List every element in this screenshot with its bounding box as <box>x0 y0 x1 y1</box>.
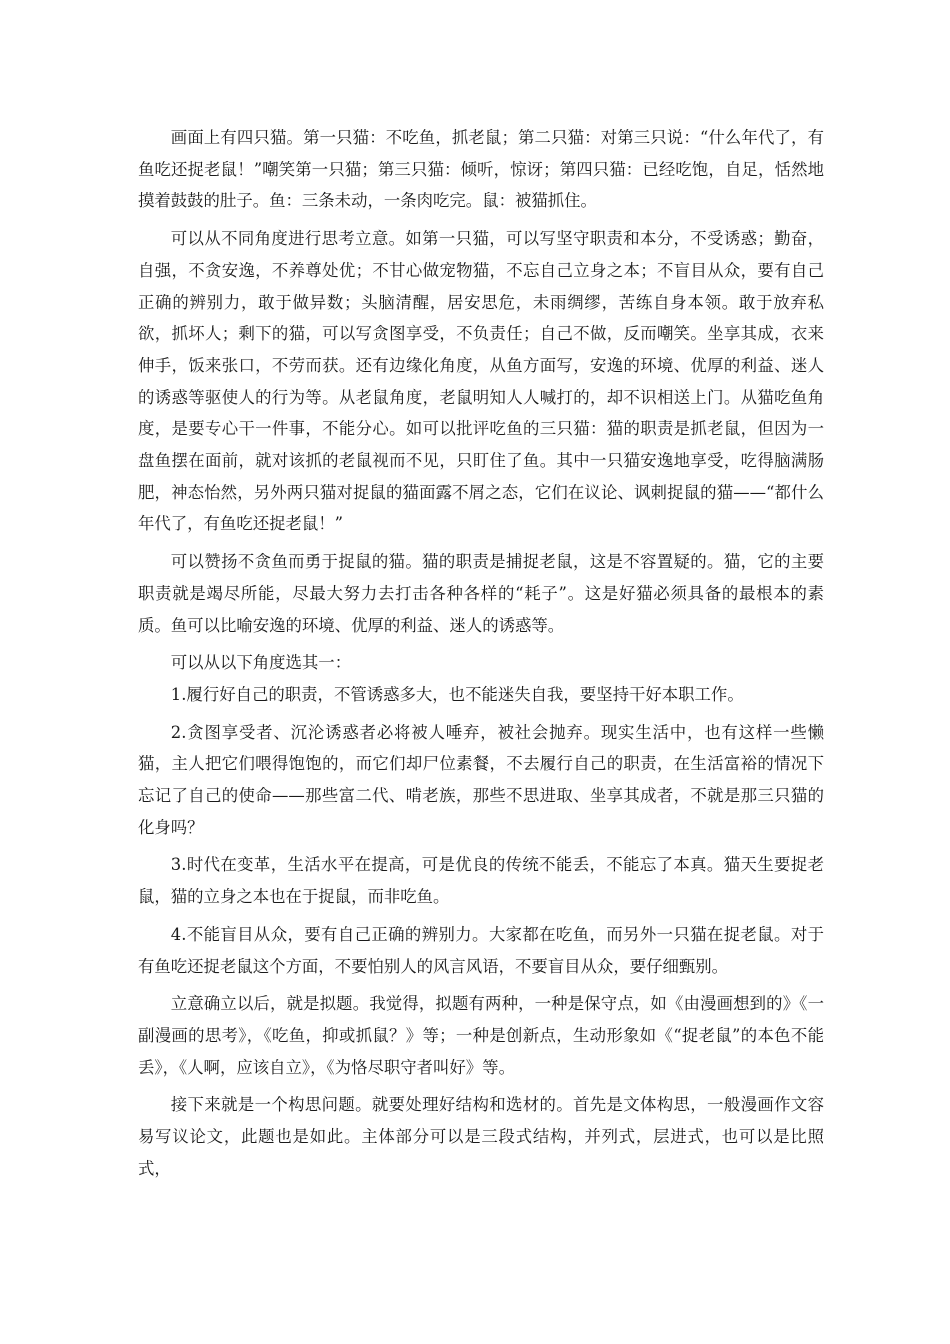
paragraph-cartoon-description: 画面上有四只猫。第一只猫：不吃鱼，抓老鼠；第二只猫：对第三只说：“什么年代了，有鱼吃还捉老鼠！”嘲笑第一只猫；第三只猫：倾听，惊讶；第四只猫：已经吃饱，自足，恬然地摸着鼓鼓的肚子。鱼：三条未动，一条肉吃完。鼠：被猫抓住。 <box>138 128 824 211</box>
list-item: 4.不能盲目从众，要有自己正确的辨别力。大家都在吃鱼，而另外一只猫在捉老鼠。对于有鱼吃还捉老鼠这个方面，不要怕别人的风言风语，不要盲目从众，要仔细甄别。 <box>138 924 824 976</box>
list-item: 2.贪图享受者、沉沦诱惑者必将被人唾弃，被社会抛弃。现实生活中，也有这样一些懒猫，主人把它们喂得饱饱的，而它们却尸位素餐，不去履行自己的职责，在生活富裕的情况下忘记了自己的使命——那些富二代、啃老族，那些不思进取、坐享其成者，不就是那三只猫的化身吗？ <box>138 722 824 837</box>
document-page <box>138 122 824 1185</box>
paragraph-structure: 接下来就是一个构思问题。就要处理好结构和选材的。首先是文体构思，一般漫画作文容易写议论文，此题也是如此。主体部分可以是三段式结构，并列式，层进式，也可以是比照式， <box>138 1095 824 1178</box>
list-item: 1.履行好自己的职责，不管诱惑多大，也不能迷失自我，要坚持干好本职工作。 <box>170 684 744 704</box>
paragraph-praise-cat: 可以赞扬不贪鱼而勇于捉鼠的猫。猫的职责是捕捉老鼠，这是不容置疑的。猫，它的主要职责就是竭尽所能，尽最大努力去打击各种各样的“耗子”。这是好猫必须具备的最根本的素质。鱼可以比喻安逸的环境、优厚的利益、迷人的诱惑等。 <box>138 552 824 635</box>
list-item: 3.时代在变革，生活水平在提高，可是优良的传统不能丢，不能忘了本真。猫天生要捉老鼠，猫的立身之本也在于捉鼠，而非吃鱼。 <box>138 855 824 907</box>
paragraph-choose-angle: 可以从以下角度选其一： <box>170 653 352 673</box>
paragraph-perspectives: 可以从不同角度进行思考立意。如第一只猫，可以写坚守职责和本分，不受诱惑；勤奋，自强，不贪安逸，不养尊处优；不甘心做宠物猫，不忘自己立身之本；不盲目从众，要有自己正确的辨别力，敢于做异数；头脑清醒，居安思危，未雨绸缪，苦练自身本领。敢于放弃私欲，抓坏人；剩下的猫，可以写贪图享受，不负责任；自己不做，反而嘲笑。坐享其成，衣来伸手，饭来张口，不劳而获。还有边缘化角度，从鱼方面写，安逸的环境、优厚的利益、迷人的诱惑等驱使人的行为等。从老鼠角度，老鼠明知人人喊打的，却不识相送上门。从猫吃鱼角度，是要专心干一件事，不能分心。如可以批评吃鱼的三只猫：猫的职责是抓老鼠，但因为一盘鱼摆在面前，就对该抓的老鼠视而不见，只盯住了鱼。其中一只猫安逸地享受，吃得脑满肠肥，神态怡然，另外两只猫对捉鼠的猫面露不屑之态，它们在议论、讽刺捉鼠的猫——“都什么年代了，有鱼吃还捉老鼠！” <box>138 229 824 534</box>
paragraph-titles: 立意确立以后，就是拟题。我觉得，拟题有两种，一种是保守点，如《由漫画想到的》《一副漫画的思考》，《吃鱼，抑或抓鼠？》等；一种是创新点，生动形象如《“捉老鼠”的本色不能丢》，《人啊，应该自立》，《为恪尽职守者叫好》等。 <box>138 994 824 1077</box>
